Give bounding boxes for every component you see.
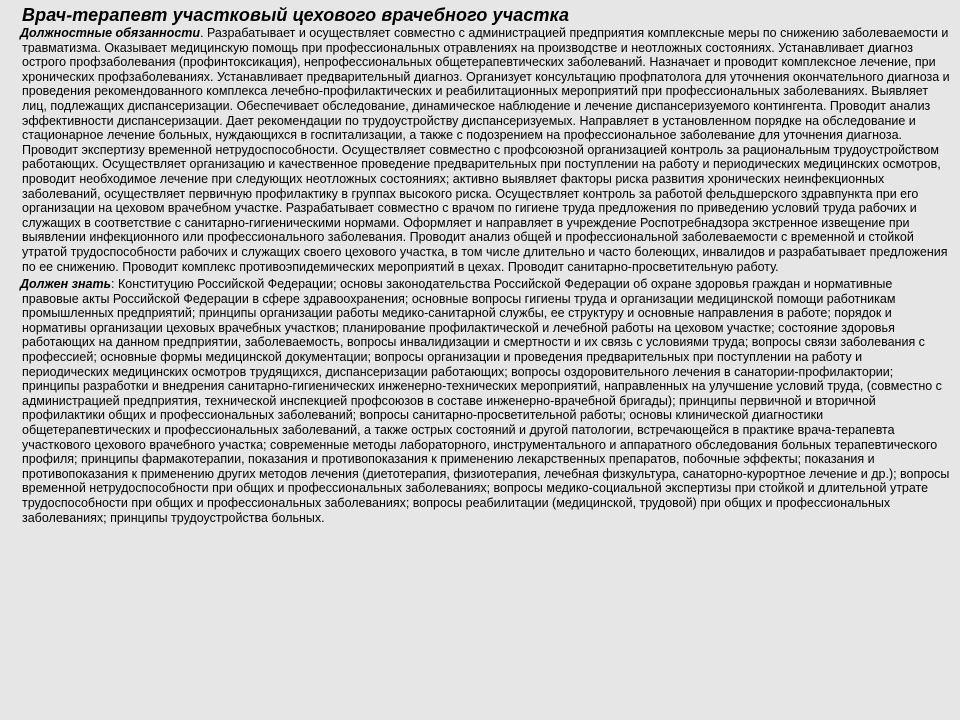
knowledge-label: Должен знать	[20, 277, 112, 292]
duties-paragraph	[22, 26, 950, 274]
duties-text: . Разрабатывает и осуществляет совместно с администрацией предприятия комплексные меры по снижению заболеваемости и травматизма. Оказывает медицинскую помощь при профессиональных отравлениях на производстве и неотложных состояниях. Устанавливает диагноз острого профзаболевания (профинтоксикация), непрофессиональных общетерапевтических заболеваний. Назначает и проводит комплексное лечение, при хронических профзаболеваниях. Устанавливает предварительный диагноз. Организует консультацию профпатолога для уточнения окончательного диагноза и проведения рекомендованного комплекса лечебно-профилактических и реабилитационных мероприятий при профессиональных заболеваниях. Выявляет лиц, подлежащих диспансеризации. Обеспечивает обследование, динамическое наблюдение и лечение диспансеризуемого контингента. Проводит анализ эффективности диспансеризации. Дает рекомендации по трудоустройству диспансеризуемых. Направляет в установленном порядке на обследование и стационарное лечение больных, нуждающихся в госпитализации, а также с подозрением на профессиональное заболевание для уточнения диагноза. Проводит экспертизу временной нетрудоспособности. Осуществляет совместно с профсоюзной организацией контроль за рациональным трудоустройством работающих. Осуществляет организацию и качественное проведение предварительных при поступлении на работу и периодических медицинских осмотров, проводит необходимое лечение при следующих неотложных состояниях; активно выявляет факторы риска развития хронических неинфекционных заболеваний, осуществляет первичную профилактику в группах высокого риска. Осуществляет контроль за работой фельдшерского здравпункта при его организации на цеховом врачебном участке. Разрабатывает совместно с врачом по гигиене труда предложения по приведению условий труда рабочих и служащих в соответствие с санитарно-гигиеническими нормами. Оформляет и направляет в учреждение Роспотребнадзора экстренное извещение при выявлении инфекционного или профессионального заболевания. Проводит анализ общей и профессиональной заболеваемости с временной и стойкой утратой трудоспособности рабочих и служащих своего цехового участка, в том числе длительно и часто болеющих, инвалидов и разрабатывает предложения по ее снижению. Проводит комплекс противоэпидемических мероприятий в цехах. Проводит санитарно-просветительную работу.	[22, 26, 950, 274]
knowledge-text: : Конституцию Российской Федерации; основы законодательства Российской Федерации об охране здоровья граждан и нормативные правовые акты Российской Федерации в сфере здравоохранения; основные вопросы гигиены труда и организации медицинской помощи работникам промышленных предприятий; принципы организации работы медико-санитарной службы, ее структуру и основные направления в работе; порядок и нормативы организации цеховых врачебных участков; планирование профилактической и лечебной работы на цеховом участке; состояние здоровья работающих на данном предприятии, заболеваемость, вопросы инвалидизации и смертности и их связь с условиями труда; вопросы связи заболевания с профессией; основные формы медицинской документации; вопросы организации и проведения предварительных при поступлении на работу и периодических медицинских осмотров трудящихся, диспансеризации работающих; вопросы оздоровительного лечения в санатории-профилактории; принципы разработки и внедрения санитарно-гигиенических инженерно-технических мероприятий, направленных на улучшение условий труда, (совместно с администрацией предприятия, технической инспекцией профсоюзов в составе инженерно-врачебной бригады); принципы первичной и вторичной профилактики общих и профессиональных заболеваний; вопросы санитарно-просветительной работы; основы клинической диагностики общетерапевтических и профессиональных заболеваний, а также острых состояний и другой патологии, встречающейся в практике врача-терапевта участкового цехового врачебного участка; современные методы лабораторного, инструментального и аппаратного обследования больных терапевтического профиля; принципы фармакотерапии, показания и противопоказания к применению лекарственных препаратов, побочные эффекты; показания и противопоказания к применению других методов лечения (диетотерапия, физиотерапия, лечебная физкультура, санаторно-курортное лечение и др.); вопросы временной нетрудоспособности при общих и профессиональных заболеваниях; вопросы медико-социальной экспертизы при стойкой и длительной утрате трудоспособности при общих и профессиональных заболеваниях; вопросы реабилитации (медицинской, трудовой) при общих и профессиональных заболеваниях; принципы трудоустройства больных.	[22, 277, 950, 525]
duties-label: Должностные обязанности	[20, 26, 201, 40]
knowledge-paragraph	[22, 277, 950, 525]
page-title: Врач-терапевт участковый цехового врачебного участка	[22, 5, 570, 25]
